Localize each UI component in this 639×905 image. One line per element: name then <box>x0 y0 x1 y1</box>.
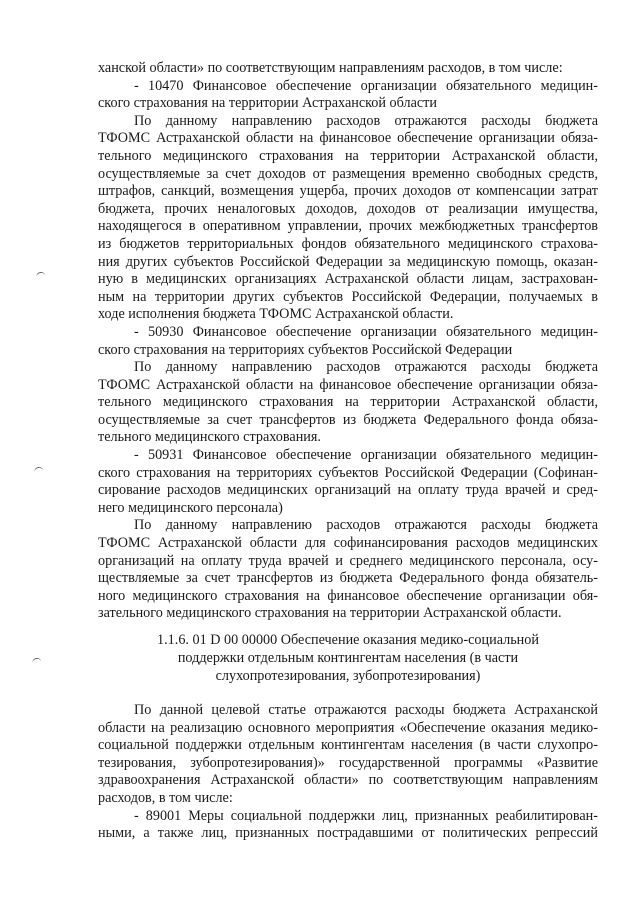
text-line: ханской области» по соответствующим направлениям расходов, в том числе: <box>98 60 563 76</box>
text-line: ского страхования на территориях субъектов Российской Федерации (Софинан- <box>98 464 598 481</box>
text-line: тельного медицинского страхования на территории Астраханской области, <box>98 394 598 411</box>
section-heading <box>98 632 598 685</box>
text-line: ТФОМС Астраханской области на финансовое обеспечение организации обяза- <box>98 130 598 147</box>
text-line: По данному направлению расходов отражаются расходы бюджета <box>134 517 598 534</box>
text-line: здравоохранения Астраханской области» по соответствующим направлениям <box>98 772 598 789</box>
text-line: ния других субъектов Российской Федерации за медицинскую помощь, оказан- <box>98 253 598 270</box>
text-line: ского страхования на территориях субъектов Российской Федерации <box>98 341 513 358</box>
text-line: осуществляемые за счет доходов от размещения временно свободных средств, <box>98 165 598 182</box>
text-line: - 10470 Финансовое обеспечение организации обязательного медицин- <box>134 77 598 94</box>
text-line: - 50931 Финансовое обеспечение организации обязательного медицин- <box>134 447 598 464</box>
text-line: ными, а также лиц, признанных пострадавшими от политических репрессий <box>98 825 598 842</box>
scan-binding-mark <box>36 271 46 277</box>
text-line: тезирования, зубопротезирования)» государственной программы «Развитие <box>98 754 598 771</box>
text-line: штрафов, санкций, возмещения ущерба, прочих доходов от компенсации затрат <box>98 183 598 200</box>
text-line: тельного медицинского страхования на территории Астраханской области, <box>98 147 598 164</box>
text-line: ТФОМС Астраханской области на финансовое обеспечение организации обяза- <box>98 376 598 393</box>
heading-line: поддержки отдельным контингентам населения (в части <box>177 649 519 666</box>
text-line: ную в медицинских организациях Астраханской области лицам, застрахован- <box>98 271 598 288</box>
text-line: По данному направлению расходов отражаются расходы бюджета <box>134 359 598 376</box>
heading-line: слухопротезирования, зубопротезирования) <box>215 667 481 684</box>
text-line: расходов, в том числе: <box>98 789 233 806</box>
text-line: находящегося в оперативном управлении, прочих межбюджетных трансфертов <box>98 218 598 235</box>
scan-binding-mark <box>32 657 42 663</box>
text-line: сирование расходов медицинских организаций на оплату труда врачей и сред- <box>98 482 598 499</box>
heading-line: 1.1.6. 01 D 00 00000 Обеспечение оказания медико-социальной <box>157 632 539 648</box>
text-line: него медицинского персонала) <box>98 499 283 516</box>
text-line: По данному направлению расходов отражаются расходы бюджета <box>134 112 598 129</box>
text-line: ществляемые за счет трансфертов из бюджета Федерального фонда обязатель- <box>98 570 598 587</box>
scan-binding-mark <box>34 466 44 472</box>
text-line: социальной поддержки отдельным контингентам населения (в части слухопро- <box>98 737 598 754</box>
text-line: из бюджетов территориальных фондов обязательного медицинского страхова- <box>98 235 598 252</box>
text-line: организаций на оплату труда врачей и среднего медицинского персонала, осу- <box>98 552 598 569</box>
text-line: - 89001 Меры социальной поддержки лиц, признанных реабилитирован- <box>134 807 598 824</box>
text-line: бюджета, прочих неналоговых доходов, доходов от реализации имущества, <box>98 200 598 217</box>
text-line: зательного медицинского страхования на территории Астраханской области. <box>98 605 562 622</box>
text-line: ходе исполнения бюджета ТФОМС Астраханской области. <box>98 306 454 323</box>
body-text-block-2 <box>98 702 598 843</box>
text-line: области на реализацию основного мероприятия «Обеспечение оказания медико- <box>98 719 598 736</box>
text-line: ного медицинского страхования на финансовое обеспечение организации обя- <box>98 587 598 604</box>
text-line: осуществляемые за счет трансфертов из бюджета Федерального фонда обяза- <box>98 411 598 428</box>
text-line: По данной целевой статье отражаются расходы бюджета Астраханской <box>134 702 598 718</box>
text-line: - 50930 Финансовое обеспечение организации обязательного медицин- <box>134 323 598 340</box>
text-line: тельного медицинского страхования. <box>98 429 321 446</box>
body-text-block-1 <box>98 60 598 623</box>
text-line: ным на территории других субъектов Российской Федерации, получаемых в <box>98 288 598 305</box>
text-line: ского страхования на территории Астраханской области <box>98 95 437 112</box>
text-line: ТФОМС Астраханской области для софинансирования расходов медицинских <box>98 535 598 552</box>
